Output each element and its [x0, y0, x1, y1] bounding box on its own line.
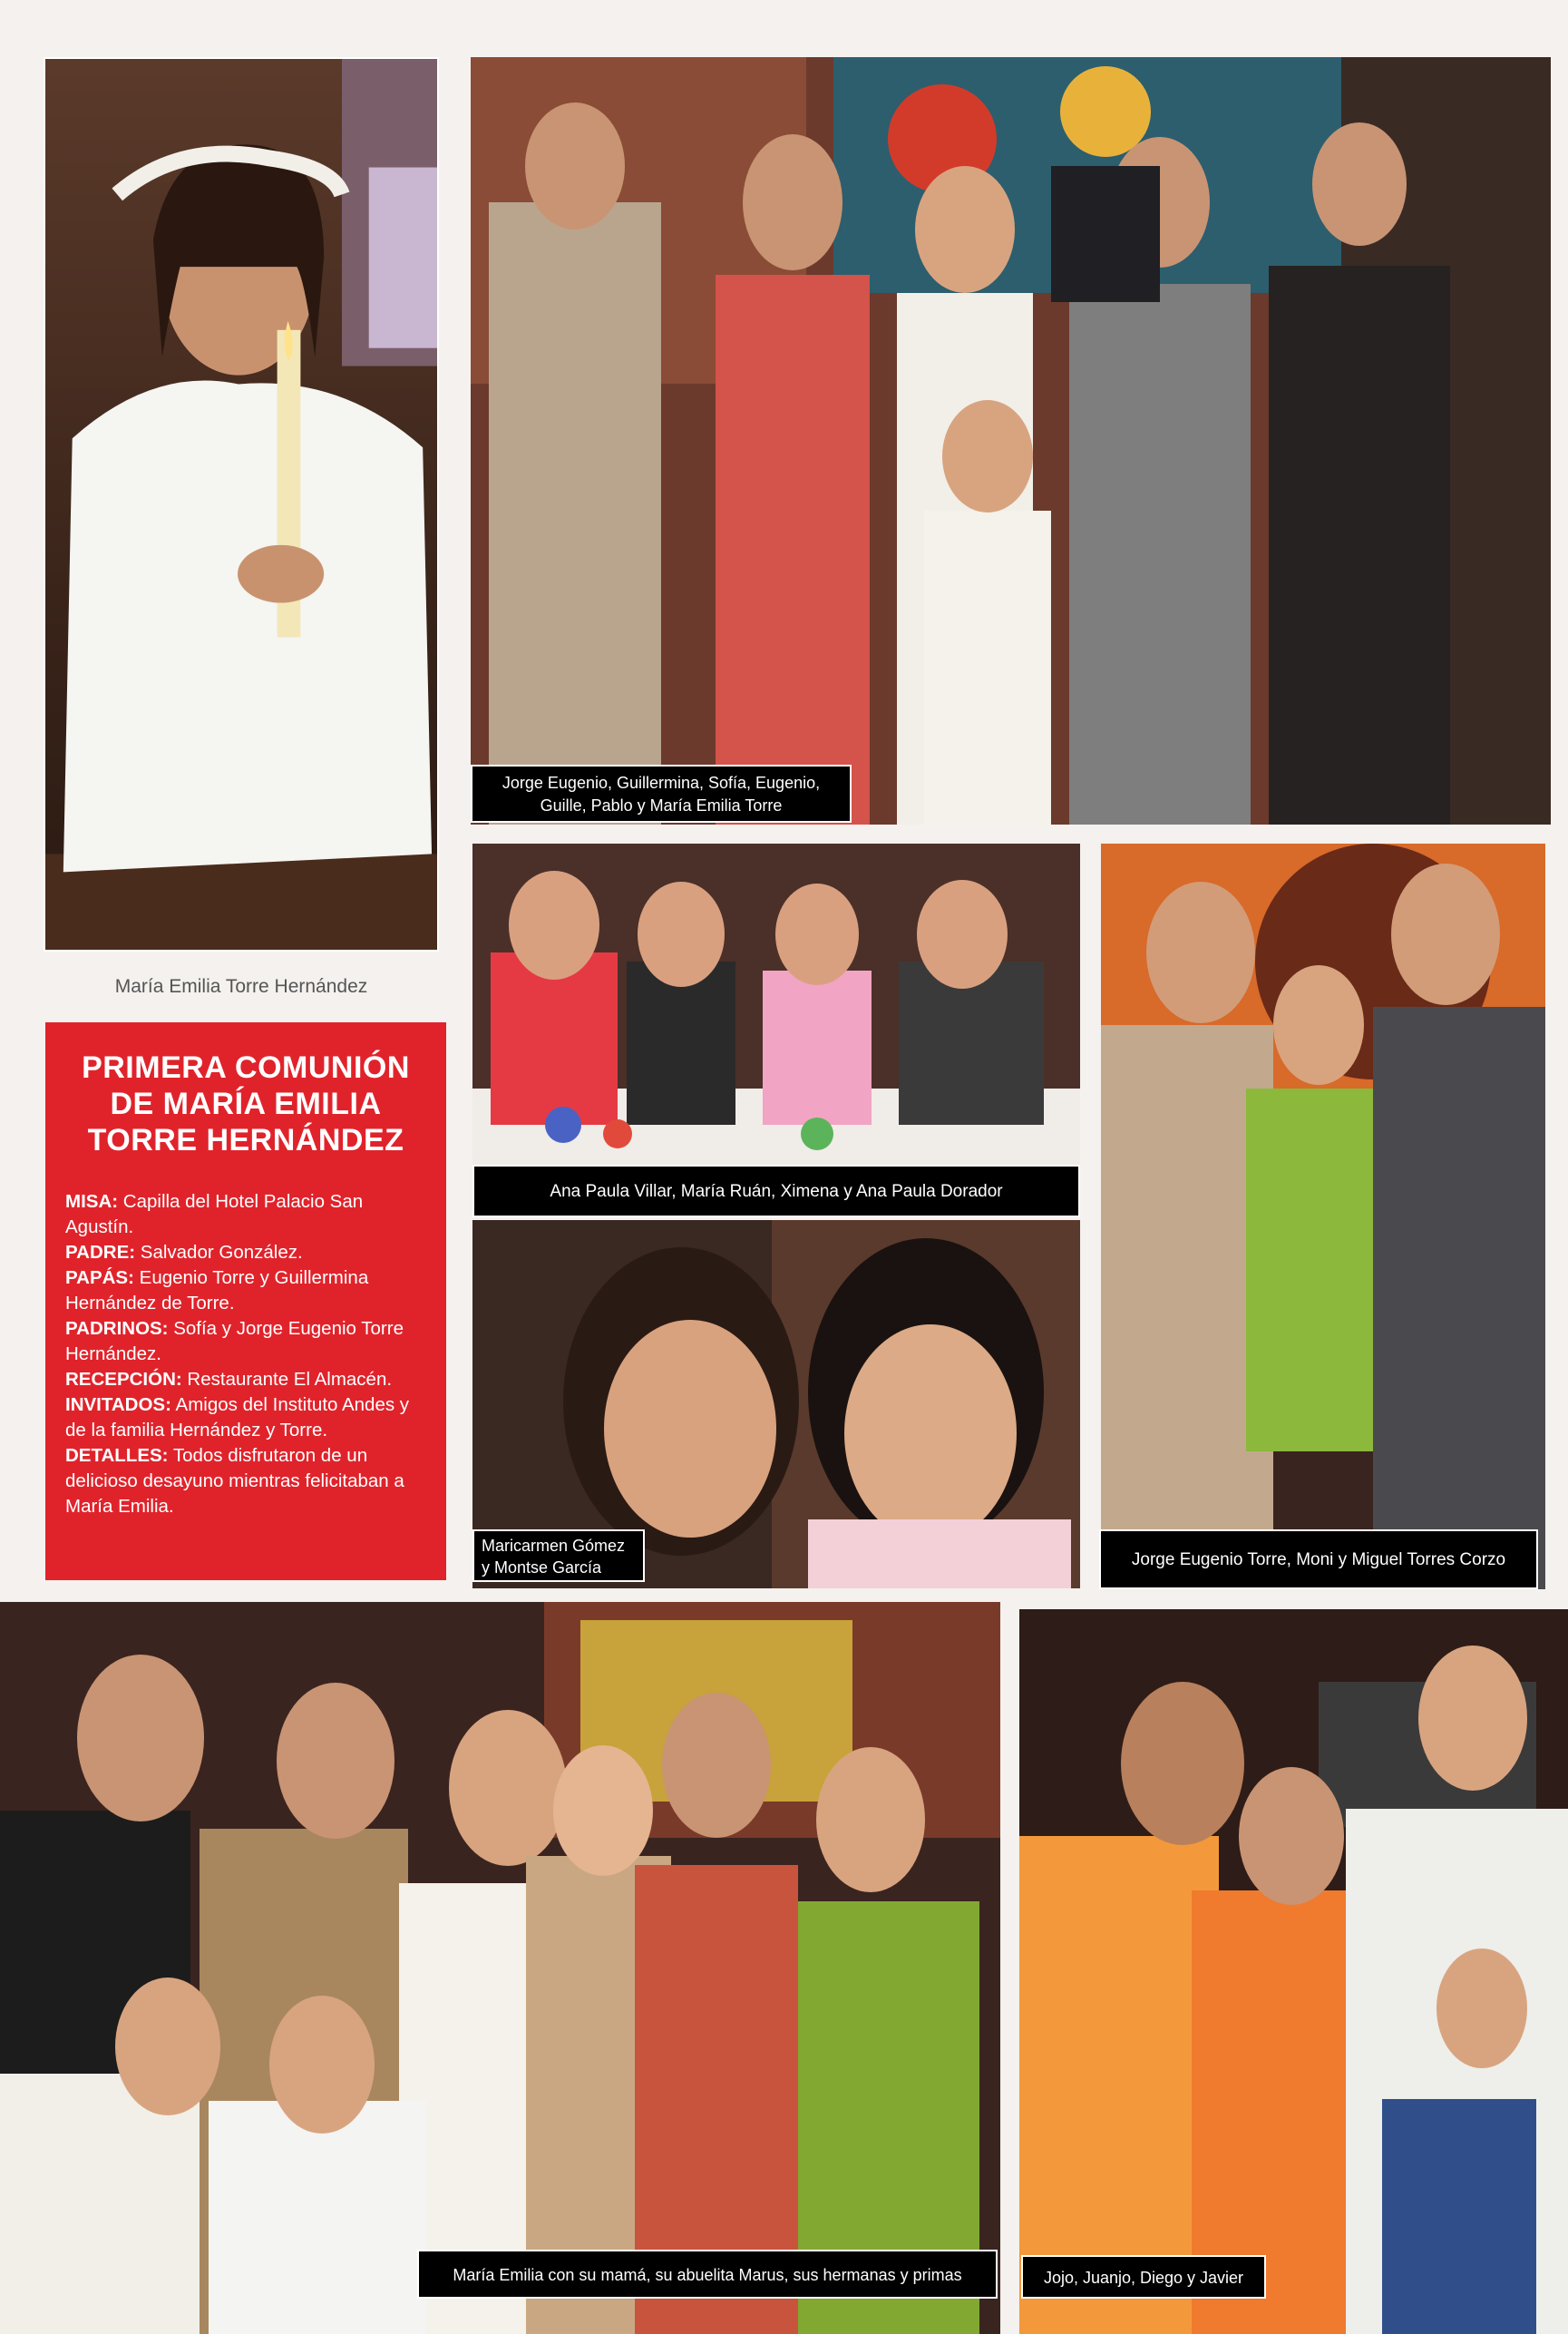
photo-first-communion-girl — [44, 57, 439, 952]
title-line-3: TORRE HERNÁNDEZ — [87, 1123, 404, 1157]
title-line-1: PRIMERA COMUNIÓN — [82, 1050, 410, 1085]
photo-friends-table — [472, 844, 1080, 1217]
godparents-caption: Jorge Eugenio Torre, Moni y Miguel Torres Corzo — [1099, 1529, 1538, 1589]
detail-detalles: DETALLES: Todos disfrutaron de un delicioso desayuno mientras felicitaban a María Emilia. — [65, 1445, 404, 1517]
family-caption — [471, 765, 852, 823]
friends-table-caption: Ana Paula Villar, María Ruán, Ximena y Ana Paula Dorador — [472, 1165, 1080, 1217]
photo-godparents — [1101, 844, 1545, 1589]
detail-recepcion: RECEPCIÓN: Restaurante El Almacén. — [65, 1369, 393, 1390]
closeup-caption-line-1: Maricarmen Gómez — [482, 1537, 626, 1555]
detail-padre: PADRE: Salvador González. — [65, 1242, 303, 1263]
title-line-2: DE MARÍA EMILIA — [110, 1087, 382, 1121]
detail-invitados: INVITADOS: Amigos del Instituto Andes y de la familia Hernández y Torre. — [65, 1394, 410, 1440]
photo-family-group — [471, 57, 1551, 825]
family-caption-line-1: Jorge Eugenio, Guillermina, Sofía, Eugenio, — [502, 774, 821, 792]
family-caption-line-2: Guille, Pablo y María Emilia Torre — [540, 796, 783, 815]
detail-misa: MISA: Capilla del Hotel Palacio San Agustín. — [65, 1191, 364, 1237]
detail-padrinos: PADRINOS: Sofía y Jorge Eugenio Torre Hernández. — [65, 1318, 404, 1364]
photo-boys-group — [1019, 1609, 1568, 2334]
boys-caption: Jojo, Juanjo, Diego y Javier — [1021, 2255, 1266, 2299]
event-info-box — [45, 1022, 446, 1580]
closeup-caption-line-2: y Montse García — [482, 1558, 602, 1577]
women-group-caption: María Emilia con su mamá, su abuelita Marus, sus hermanas y primas — [417, 2250, 998, 2299]
detail-papas: PAPÁS: Eugenio Torre y Guillermina Hernández de Torre. — [65, 1267, 369, 1313]
article-title — [65, 1050, 426, 1158]
photo-women-group — [0, 1602, 1000, 2334]
main-photo-caption: María Emilia Torre Hernández — [114, 976, 368, 997]
closeup-caption — [472, 1529, 645, 1582]
